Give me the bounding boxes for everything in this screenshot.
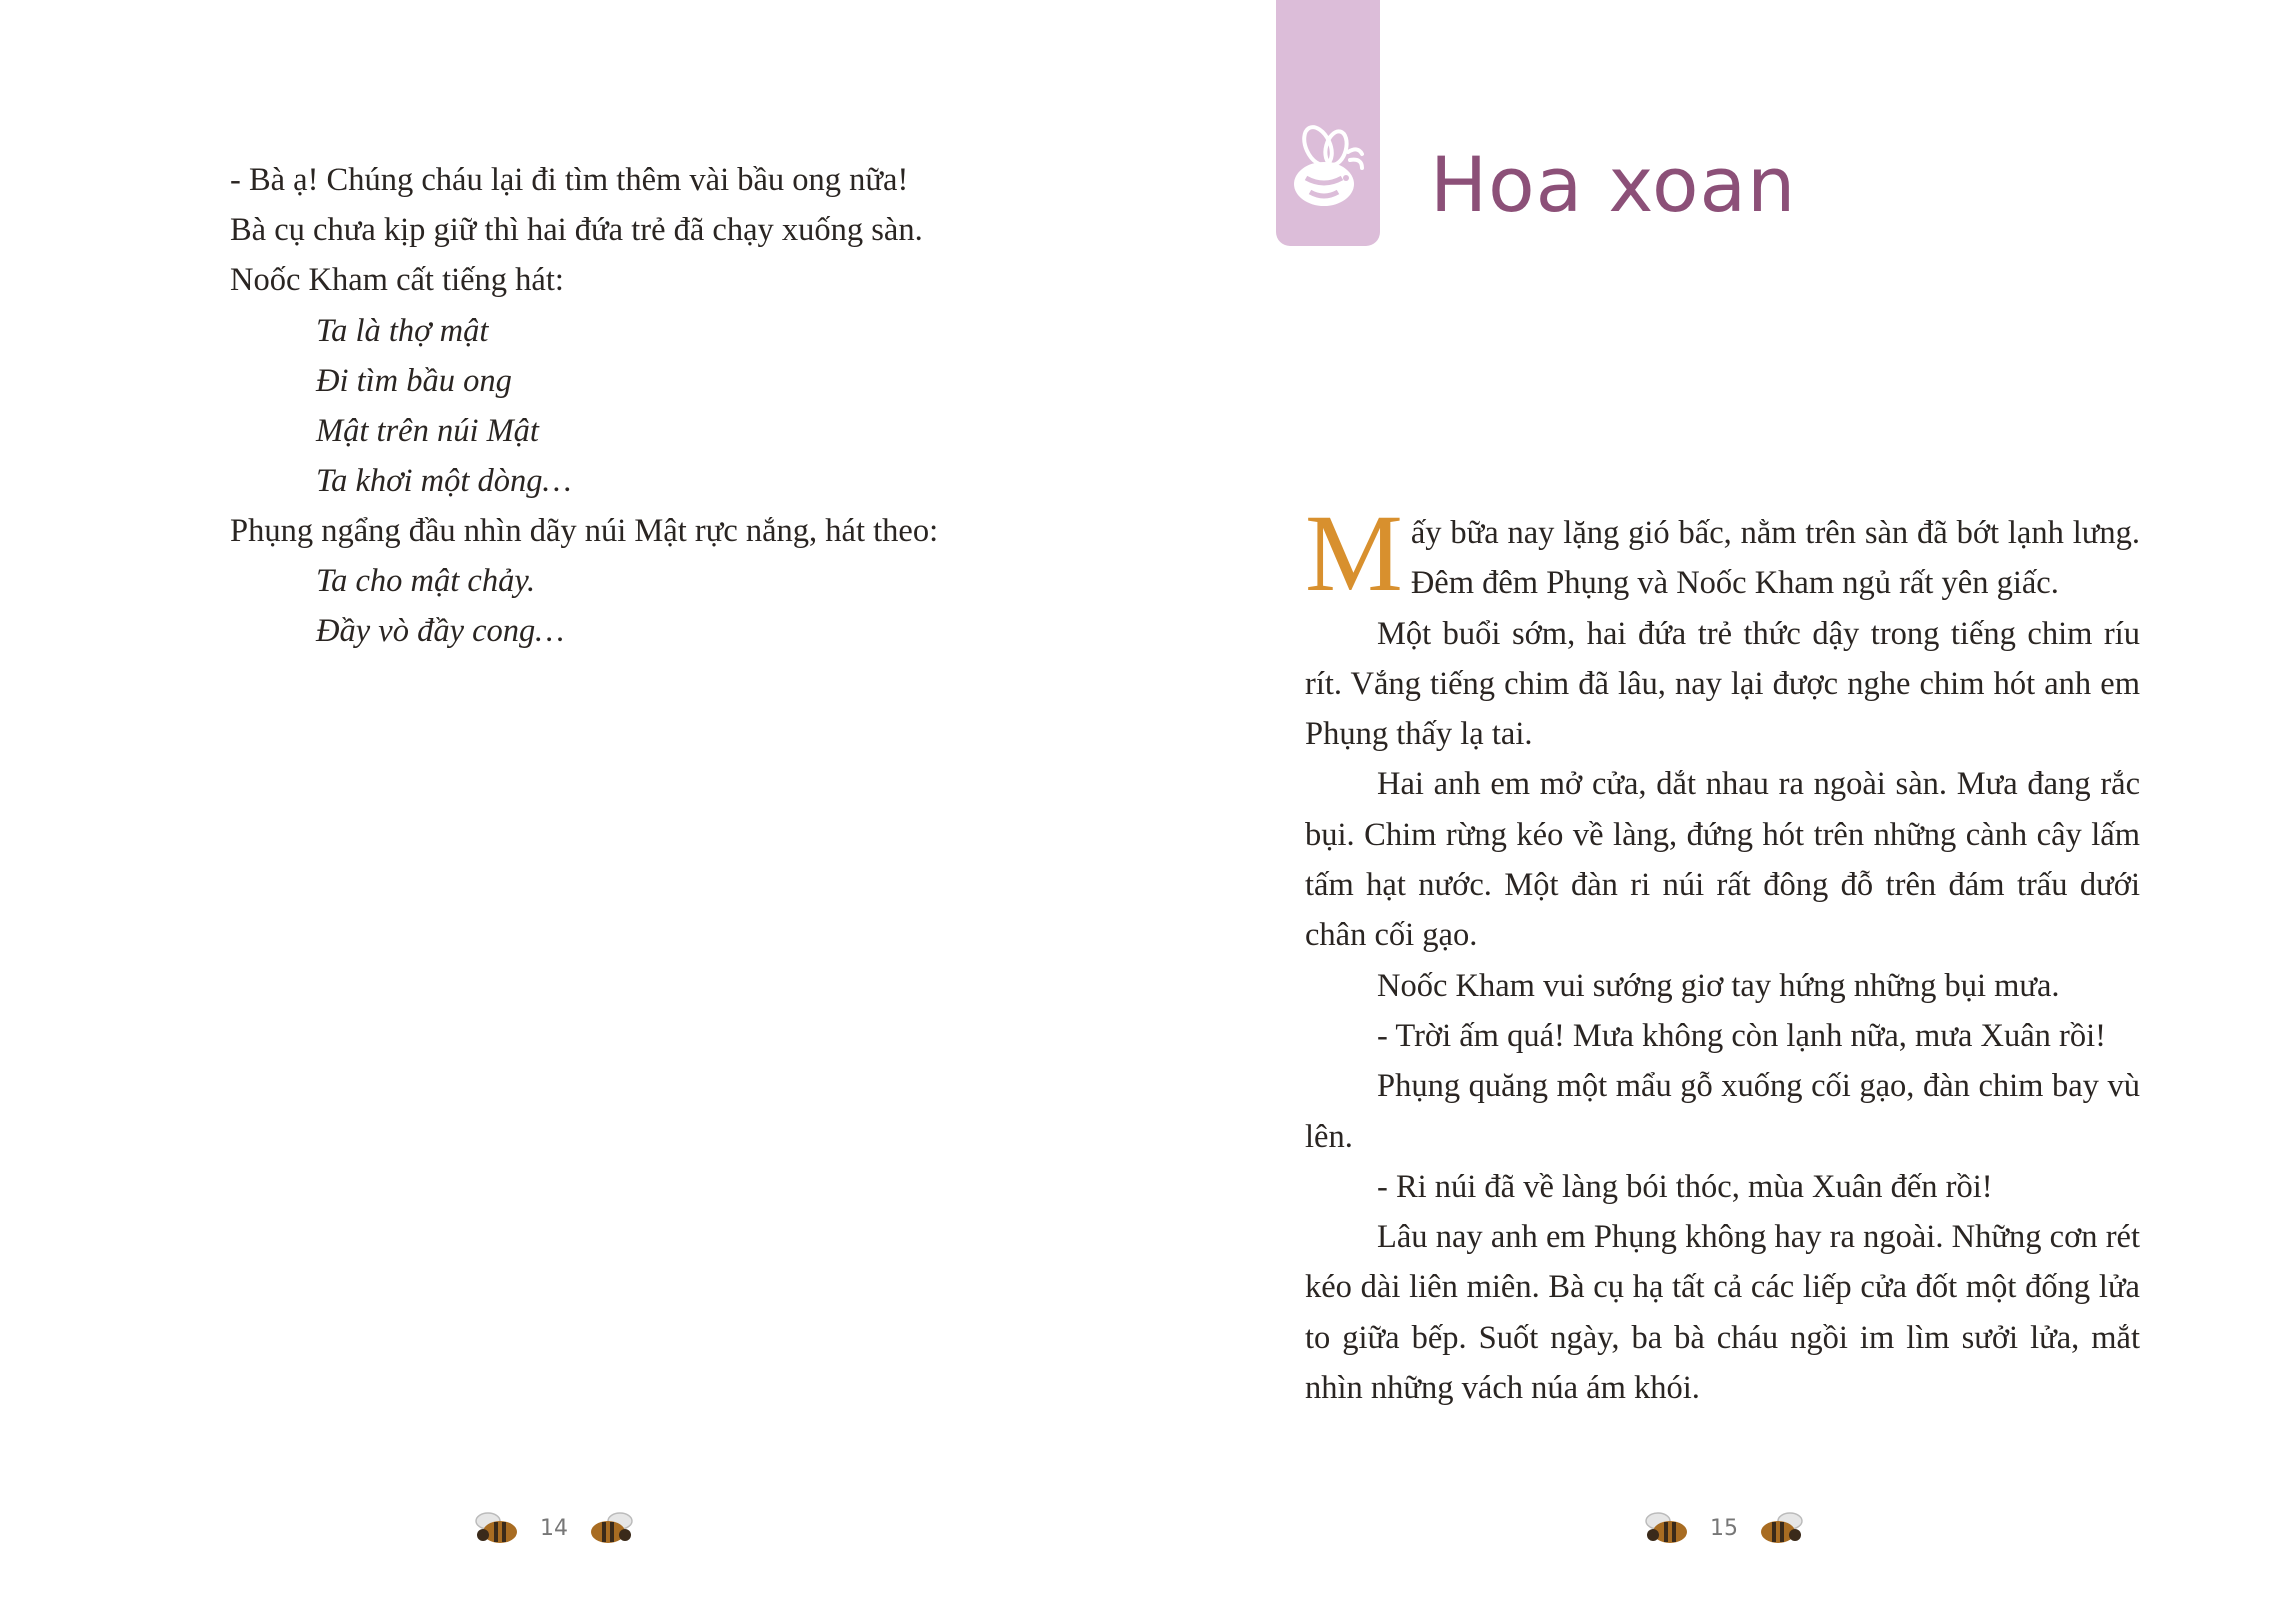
- page-footer: [468, 1506, 640, 1550]
- page-number: 14: [540, 1515, 568, 1541]
- text-line: - Bà ạ! Chúng cháu lại đi tìm thêm vài bầu ong nữa!: [230, 162, 909, 198]
- bee-icon: [1638, 1508, 1694, 1548]
- page-footer: [1638, 1506, 1810, 1550]
- text-line: Bà cụ chưa kịp giữ thì hai đứa trẻ đã chạy xuống sàn.: [230, 212, 923, 248]
- verse-line: Mật trên núi Mật: [316, 413, 539, 449]
- chapter-body: [1305, 492, 2140, 1413]
- bee-icon: [584, 1508, 640, 1548]
- verse-line: Đi tìm bầu ong: [316, 363, 512, 399]
- chapter-tab: [1276, 0, 1380, 246]
- verse-line: Đầy vò đầy cong…: [316, 613, 565, 649]
- page-number: 15: [1710, 1515, 1738, 1541]
- paragraph: - Trời ấm quá! Mưa không còn lạnh nữa, mưa Xuân rồi!: [1377, 1017, 2106, 1054]
- bee-icon: [1276, 122, 1380, 232]
- paragraph: Phụng quăng một mẩu gỗ xuống cối gạo, đàn chim bay vù lên.: [1305, 1068, 2140, 1155]
- paragraph: Noốc Kham vui sướng giơ tay hứng những bụi mưa.: [1377, 967, 2060, 1004]
- verse-line: Ta khơi một dòng…: [316, 463, 572, 499]
- paragraph: - Ri núi đã về làng bói thóc, mùa Xuân đến rồi!: [1377, 1168, 1993, 1205]
- paragraph: Một buổi sớm, hai đứa trẻ thức dậy trong tiếng chim ríu rít. Vắng tiếng chim đã lâu, nay lại được nghe chim hót anh em Phụng thấy lạ tai.: [1305, 615, 2140, 753]
- drop-cap: M: [1305, 492, 1403, 614]
- text-line: Noốc Kham cất tiếng hát:: [230, 262, 564, 298]
- first-paragraph: [1305, 492, 2140, 614]
- text-line: Phụng ngẩng đầu nhìn dãy núi Mật rực nắng, hát theo:: [230, 513, 939, 549]
- chapter-title: Hoa xoan: [1430, 140, 1797, 229]
- verse-line: Ta là thợ mật: [316, 313, 489, 349]
- paragraph: Hai anh em mở cửa, dắt nhau ra ngoài sàn. Mưa đang rắc bụi. Chim rừng kéo về làng, đứng hót trên những cành cây lấm tấm hạt nước. Một đàn ri núi rất đông đỗ trên đám trấu dưới chân cối gạo.: [1305, 766, 2140, 954]
- verse-line: Ta cho mật chảy.: [316, 563, 536, 599]
- first-paragraph-text: ấy bữa nay lặng gió bấc, nằm trên sàn đã bớt lạnh lưng. Đêm đêm Phụng và Noốc Kham ngủ rất yên giấc.: [1410, 515, 2140, 602]
- bee-icon: [1754, 1508, 1810, 1548]
- paragraph: Lâu nay anh em Phụng không hay ra ngoài. Những cơn rét kéo dài liên miên. Bà cụ hạ tất cả các liếp cửa đốt một đống lửa to giữa bếp. Suốt ngày, ba bà cháu ngồi im lìm sưởi lửa, mắt nhìn những vách núa ám khói.: [1305, 1219, 2140, 1407]
- bee-icon: [468, 1508, 524, 1548]
